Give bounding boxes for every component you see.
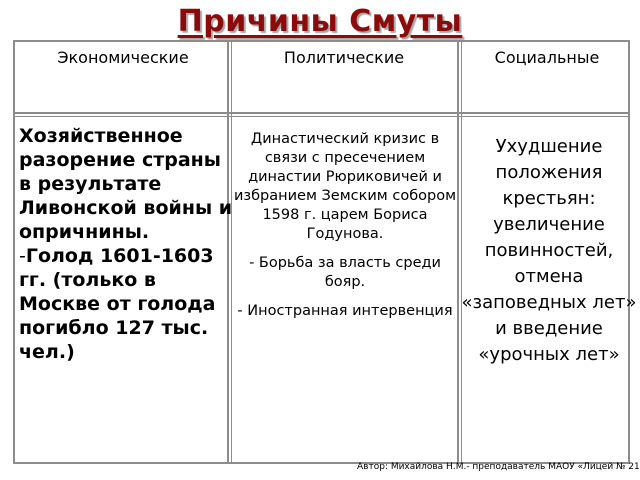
header-economic: Экономические (57, 48, 189, 67)
political-causes (231, 130, 459, 331)
slide-title: Причины Смуты (177, 4, 463, 39)
header-political: Политические (283, 48, 405, 67)
causes-table (13, 40, 637, 464)
header-divider (15, 112, 628, 114)
bullet-mark: - (19, 245, 26, 267)
political-cause-3: - Иностранная интервенция (237, 303, 453, 319)
economic-cause-2-text: Голод 1601-1603 гг. (только в Москве от голода погибло 127 тыс. чел.) (19, 245, 216, 363)
header-divider (15, 116, 628, 117)
economic-cause-2 (19, 244, 233, 364)
economic-causes (19, 124, 233, 364)
social-causes: Ухудшение положения крестьян: увеличение повинностей, отмена «заповедных лет» и введение «урочных лет» (461, 136, 637, 365)
political-cause-2: - Борьба за власть среди бояр. (249, 255, 441, 290)
political-cause-1: Династический кризис в связи с пресечением династии Рюриковичей и избранием Земским собором 1598 г. царем Бориса Годунова. (233, 131, 457, 242)
header-social: Социальные (494, 48, 600, 67)
author-footer: Автор: Михайлова Н.М.- преподаватель МАОУ «Лицей № 21 (357, 462, 640, 472)
economic-cause-1: Хозяйственное разорение страны в результате Ливонской войны и опричнины. (19, 125, 233, 243)
